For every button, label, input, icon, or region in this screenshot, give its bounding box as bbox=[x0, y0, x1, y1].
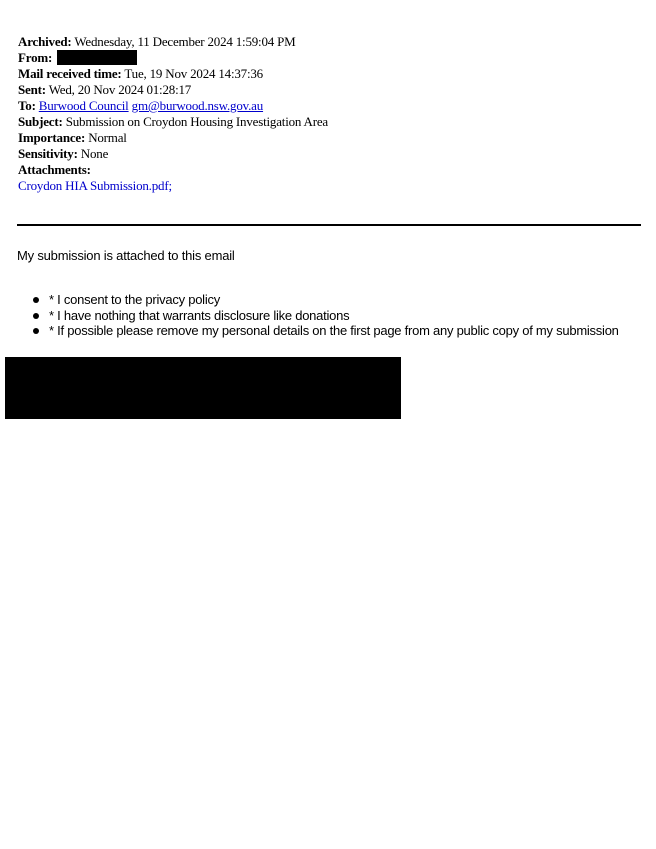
list-item bbox=[17, 323, 619, 339]
signature-redaction bbox=[5, 357, 401, 419]
importance-value: Normal bbox=[88, 130, 127, 145]
attachments-row bbox=[18, 162, 328, 178]
archived-row bbox=[18, 34, 328, 50]
recipient-email-link[interactable]: gm@burwood.nsw.gov.au bbox=[131, 98, 264, 113]
attachment-list bbox=[18, 178, 328, 194]
bullet-dot-icon bbox=[33, 328, 39, 334]
bullet-text: * If possible please remove my personal details on the first page from any public copy of my submission bbox=[49, 323, 619, 338]
to-row bbox=[18, 98, 328, 114]
subject-row bbox=[18, 114, 328, 130]
email-header bbox=[18, 34, 328, 194]
sent-label: Sent: bbox=[18, 82, 46, 97]
message-bullet-list bbox=[17, 292, 619, 339]
sensitivity-value: None bbox=[80, 146, 109, 161]
bullet-dot-icon bbox=[33, 297, 39, 303]
from-label: From: bbox=[18, 50, 53, 65]
recipient-name-link[interactable]: Burwood Council bbox=[38, 98, 129, 113]
subject-label: Subject: bbox=[18, 114, 63, 129]
mail-received-label: Mail received time: bbox=[18, 66, 122, 81]
list-item bbox=[17, 308, 619, 324]
sensitivity-row bbox=[18, 146, 328, 162]
attachment-separator: ; bbox=[168, 178, 172, 193]
sent-value: Wed, 20 Nov 2024 01:28:17 bbox=[48, 82, 192, 97]
importance-row bbox=[18, 130, 328, 146]
mail-received-value: Tue, 19 Nov 2024 14:37:36 bbox=[124, 66, 263, 81]
mail-received-row bbox=[18, 66, 328, 82]
sensitivity-label: Sensitivity: bbox=[18, 146, 78, 161]
bullet-dot-icon bbox=[33, 313, 39, 319]
to-label: To: bbox=[18, 98, 36, 113]
attachment-file-link[interactable]: Croydon HIA Submission.pdf bbox=[18, 178, 169, 193]
importance-label: Importance: bbox=[18, 130, 86, 145]
archived-value: Wednesday, 11 December 2024 1:59:04 PM bbox=[74, 34, 296, 49]
list-item bbox=[17, 292, 619, 308]
from-row bbox=[18, 50, 328, 66]
bullet-text: * I have nothing that warrants disclosure like donations bbox=[49, 307, 350, 323]
bullet-text: * I consent to the privacy policy bbox=[49, 292, 220, 307]
sent-row bbox=[18, 82, 328, 98]
attachments-label: Attachments: bbox=[18, 162, 91, 177]
sender-redaction bbox=[57, 50, 137, 65]
message-intro: My submission is attached to this email bbox=[17, 248, 235, 263]
header-divider bbox=[17, 224, 641, 226]
subject-value: Submission on Croydon Housing Investigation Area bbox=[65, 114, 328, 129]
archived-label: Archived: bbox=[18, 34, 72, 49]
